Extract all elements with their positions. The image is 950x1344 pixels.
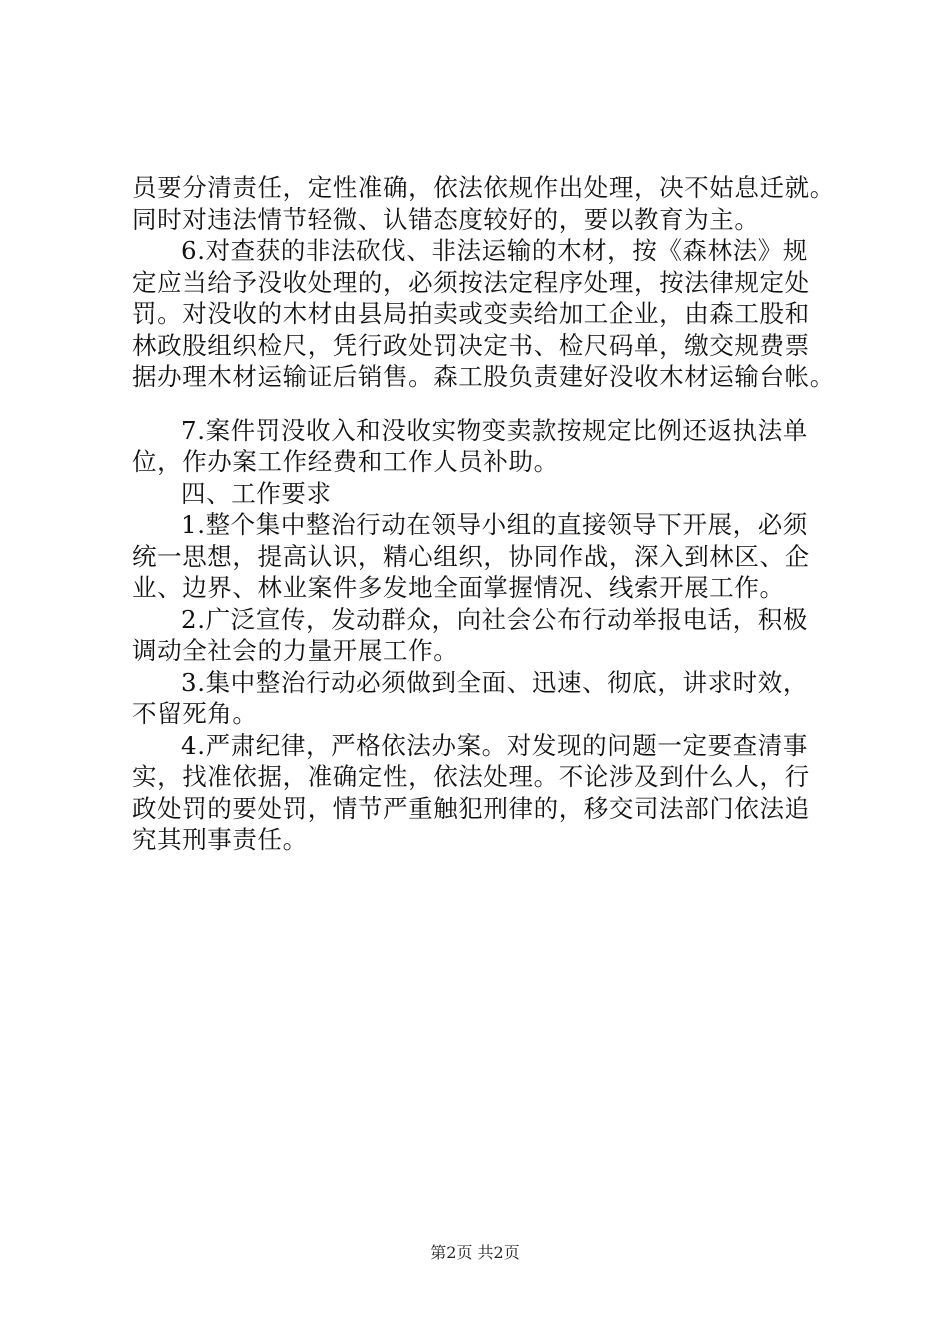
text-line: 罚。对没收的木材由县局拍卖或变卖给加工企业，由森工股和: [132, 299, 810, 328]
text-line: 四、工作要求: [181, 478, 332, 508]
text-line: 7.案件罚没收入和没收实物变卖款按规定比例还返执法单: [181, 415, 808, 445]
text-line: 6.对查获的非法砍伐、非法运输的木材，按《森林法》规: [181, 236, 808, 265]
text-line: 业、边界、林业案件多发地全面掌握情况、线索开展工作。: [132, 573, 785, 602]
page-number-label: 第2页 共2页: [430, 1243, 520, 1262]
text-line: 林政股组织检尺，凭行政处罚决定书、检尺码单，缴交规费票: [132, 330, 810, 360]
paragraph-item-7: [132, 415, 838, 478]
text-line: 不留死角。: [132, 699, 258, 728]
text-line: 调动全社会的力量开展工作。: [132, 636, 459, 665]
text-line: 据办理木材运输证后销售。森工股负责建好没收木材运输台帐。: [132, 362, 835, 391]
text-line: 1.整个集中整治行动在领导小组的直接领导下开展，必须: [181, 510, 808, 539]
text-line: 同时对违法情节轻微、认错态度较好的，要以教育为主。: [132, 204, 760, 234]
text-line: 位，作办案工作经费和工作人员补助。: [132, 447, 559, 476]
text-line: 统一思想，提高认识，精心组织，协同作战，深入到林区、企: [132, 541, 810, 571]
paragraph-requirement-4: [132, 730, 838, 856]
paragraph-requirement-1: [132, 509, 838, 604]
paragraph-responsibility: [132, 172, 838, 235]
section-heading-work-requirements: [132, 478, 838, 510]
paragraph-item-6: [132, 235, 838, 393]
text-line: 实，找准依据，准确定性，依法处理。不论涉及到什么人，行: [132, 762, 810, 791]
text-line: 员要分清责任，定性准确，依法依规作出处理，决不姑息迁就。: [132, 173, 835, 202]
text-line: 4.严肃纪律，严格依法办案。对发现的问题一定要查清事: [181, 730, 808, 760]
text-line: 政处罚的要处罚，情节严重触犯刑律的，移交司法部门依法追: [132, 793, 810, 823]
text-line: 2.广泛宣传，发动群众，向社会公布行动举报电话，积极: [181, 604, 808, 634]
text-line: 3.集中整治行动必须做到全面、迅速、彻底，讲求时效，: [181, 667, 808, 697]
paragraph-requirement-2: [132, 604, 838, 667]
paragraph-requirement-3: [132, 667, 838, 730]
document-body: [132, 172, 838, 856]
text-line: 究其刑事责任。: [132, 825, 308, 854]
page-footer: [0, 1243, 950, 1263]
text-line: 定应当给予没收处理的，必须按法定程序处理，按法律规定处: [132, 267, 810, 297]
